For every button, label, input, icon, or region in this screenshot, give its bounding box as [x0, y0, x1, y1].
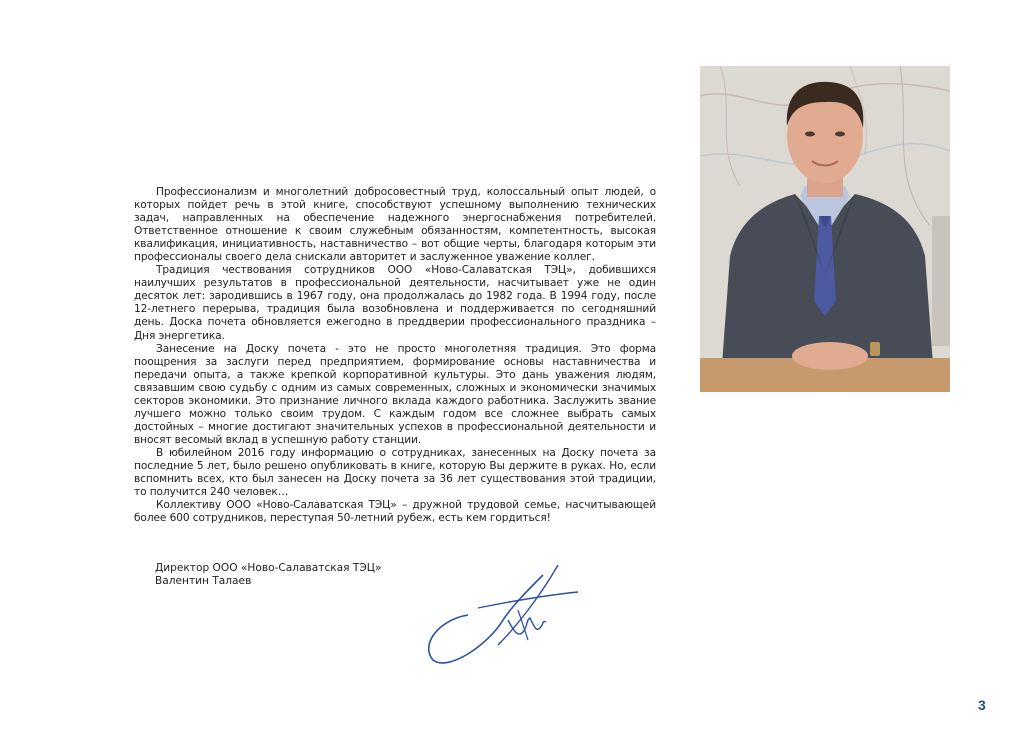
signature-strokes	[418, 560, 583, 670]
page-number: 3	[978, 697, 986, 713]
letter-paragraph-2: Традиция чествования сотрудников ООО «Ново-Салаватская ТЭЦ», добившихся наилучших результатов в профессиональной деятельности, насчитывает уже не один десяток лет: зародившись в 1967 году, она продолжалась до 1982 года. В 1994 году, после 12-летнего перерыва, традиция была возобновлена и поддерживается по сегодняшний день. Доска почета обновляется ежегодно в преддверии профессионального праздника – Дня энергетика.	[134, 264, 656, 342]
signoff-block	[155, 562, 382, 588]
letter-body	[134, 186, 656, 525]
portrait-illustration	[700, 66, 950, 392]
signoff-name: Валентин Талаев	[155, 575, 252, 587]
letter-paragraph-1: Профессионализм и многолетний добросовестный труд, колоссальный опыт людей, о которых пойдет речь в этой книге, способствуют успешному выполнению технических задач, направленных на обеспечение надежного энергоснабжения потребителей. Ответственное отношение к своим служебным обязанностям, компетентность, высокая квалификация, инициативность, наставничество – вот общие черты, благодаря которым эти профессионалы своего дела снискали авторитет и заслуженное уважение коллег.	[134, 186, 656, 264]
letter-paragraph-5: Коллективу ООО «Ново-Салаватская ТЭЦ» – дружной трудовой семье, насчитывающей более 600 сотрудников, переступая 50-летний рубеж, есть кем гордиться!	[134, 499, 656, 525]
signoff-position: Директор ООО «Ново-Салаватская ТЭЦ»	[155, 562, 382, 574]
letter-paragraph-4: В юбилейном 2016 году информацию о сотрудниках, занесенных на Доску почета за последние 5 лет, было решено опубликовать в книге, которую Вы держите в руках. Но, если вспомнить всех, кто был занесен на Доску почета за 36 лет существования этой традиции, то получится 240 человек…	[134, 446, 656, 499]
handwritten-signature	[418, 560, 583, 670]
director-portrait-photo	[700, 66, 950, 392]
letter-paragraph-3: Занесение на Доску почета - это не просто многолетняя традиция. Это форма поощрения за заслуги перед предприятием, формирование основы наставничества и передачи опыта, а также крепкой корпоративной культуры. Это дань уважения людям, связавшим свою судьбу с одним из самых современных, сложных и экономически значимых секторов экономики. Это признание личного вклада каждого работника. Заслужить звание лучшего можно только своим трудом. С каждым годом все сложнее выбрать самых достойных – многие достигают значительных успехов в профессиональной деятельности и вносят весомый вклад в успешную работу станции.	[134, 342, 656, 446]
